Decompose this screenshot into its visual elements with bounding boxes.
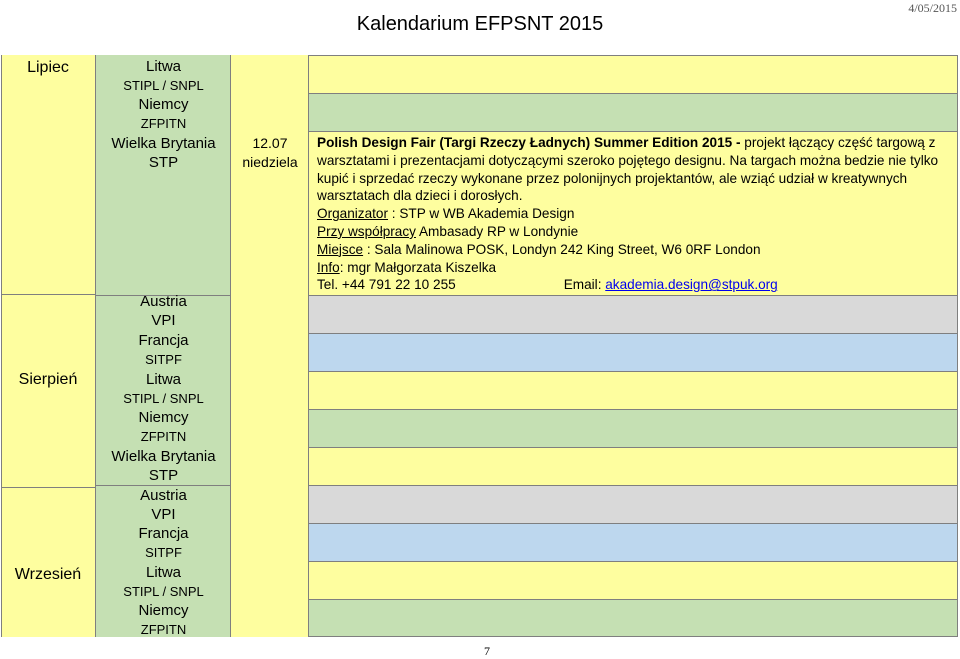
organization-name: SITPF <box>145 352 182 367</box>
event-summary: projekt łączący część targową z warsztatami i prezentacjami dotyczącymi szeroko pojętego designu. <box>317 135 936 168</box>
country-group <box>96 601 231 639</box>
month-label: Sierpień <box>18 371 78 388</box>
table-row <box>309 295 958 334</box>
country-name: Francja <box>138 525 189 542</box>
phone-number: Tel. +44 791 22 10 255 <box>317 277 456 293</box>
event-weekday: niedziela <box>242 154 298 170</box>
country-group <box>96 331 231 369</box>
print-date: 4/05/2015 <box>908 1 957 15</box>
place-label: Miejsce <box>317 241 364 257</box>
country-name: Niemcy <box>138 409 189 426</box>
table-row <box>309 561 958 600</box>
month-cell-wrzesien <box>2 488 96 637</box>
country-group <box>96 563 231 601</box>
cooperation-label: Przy współpracy <box>317 223 416 239</box>
table-row <box>309 333 958 372</box>
organization-name: VPI <box>151 506 176 523</box>
table-row <box>309 409 958 448</box>
country-group <box>96 95 231 133</box>
month-cell-sierpien <box>2 295 96 488</box>
country-group <box>96 524 231 562</box>
country-group <box>96 57 231 95</box>
event-title: Polish Design Fair (Targi Rzeczy Ładnych) Summer Edition 2015 - <box>317 135 745 150</box>
event-rows <box>309 55 958 637</box>
country-name: Wielka Brytania <box>111 448 216 465</box>
organization-name: ZFPITN <box>140 116 187 131</box>
email-link[interactable]: akademia.design@stpuk.org <box>605 277 778 293</box>
place-value: : Sala Malinowa POSK, Londyn 242 King Street, W6 0RF London <box>363 241 761 257</box>
country-name: Niemcy <box>138 96 189 113</box>
organization-name: STIPL / SNPL <box>123 78 204 93</box>
country-name: Francja <box>138 332 189 349</box>
organization-name: STP <box>148 154 179 171</box>
calendar-table <box>1 55 958 637</box>
event-date: 12.07 <box>252 135 288 151</box>
organization-name: STP <box>148 467 179 484</box>
country-group <box>96 370 231 408</box>
country-name: Austria <box>140 293 187 310</box>
country-name: Wielka Brytania <box>111 135 216 152</box>
info-label: Info <box>317 259 340 275</box>
day-column <box>231 55 309 637</box>
organization-name: STIPL / SNPL <box>123 584 204 599</box>
event-description <box>317 134 947 294</box>
organization-name: VPI <box>151 312 176 329</box>
organization-name: SITPF <box>145 545 182 560</box>
month-label: Wrzesień <box>14 566 82 583</box>
country-group <box>96 408 231 446</box>
country-group <box>96 486 231 524</box>
organization-name: STIPL / SNPL <box>123 391 204 406</box>
table-row <box>309 93 958 132</box>
event-day <box>231 134 309 172</box>
table-row-event <box>309 131 958 296</box>
organization-name: ZFPITN <box>140 429 187 444</box>
country-name: Litwa <box>145 564 182 581</box>
month-label: Lipiec <box>27 59 69 76</box>
organizer-value: : STP w WB Akademia Design <box>388 206 575 222</box>
country-group <box>96 134 231 172</box>
cooperation-value: Ambasady RP w Londynie <box>415 223 579 239</box>
country-group <box>96 292 231 330</box>
table-row <box>309 55 958 94</box>
organizer-label: Organizator <box>317 206 389 222</box>
table-row <box>309 447 958 486</box>
table-row <box>309 599 958 637</box>
table-row <box>309 523 958 562</box>
table-row <box>309 485 958 524</box>
table-row <box>309 371 958 410</box>
month-cell-lipiec <box>2 55 96 295</box>
country-group <box>96 447 231 485</box>
info-value: : mgr Małgorzata Kiszelka <box>339 259 497 275</box>
email-label: Email: <box>563 277 606 293</box>
page-title: Kalendarium EFPSNT 2015 <box>356 13 604 35</box>
page-number: 7 <box>484 644 490 658</box>
country-name: Litwa <box>145 371 182 388</box>
country-name: Litwa <box>145 58 182 75</box>
country-name: Austria <box>140 487 187 504</box>
organization-name: ZFPITN <box>140 622 187 637</box>
event-details: Na targach można bedzie nie tylko kupić i sprzedać rzeczy wykonane przez polonijnych projektantów, ale wziąć udział w kreatywnych warsztatach dla dzieci i dorosłych. <box>317 152 939 204</box>
country-column <box>96 55 231 637</box>
country-name: Niemcy <box>138 602 189 619</box>
